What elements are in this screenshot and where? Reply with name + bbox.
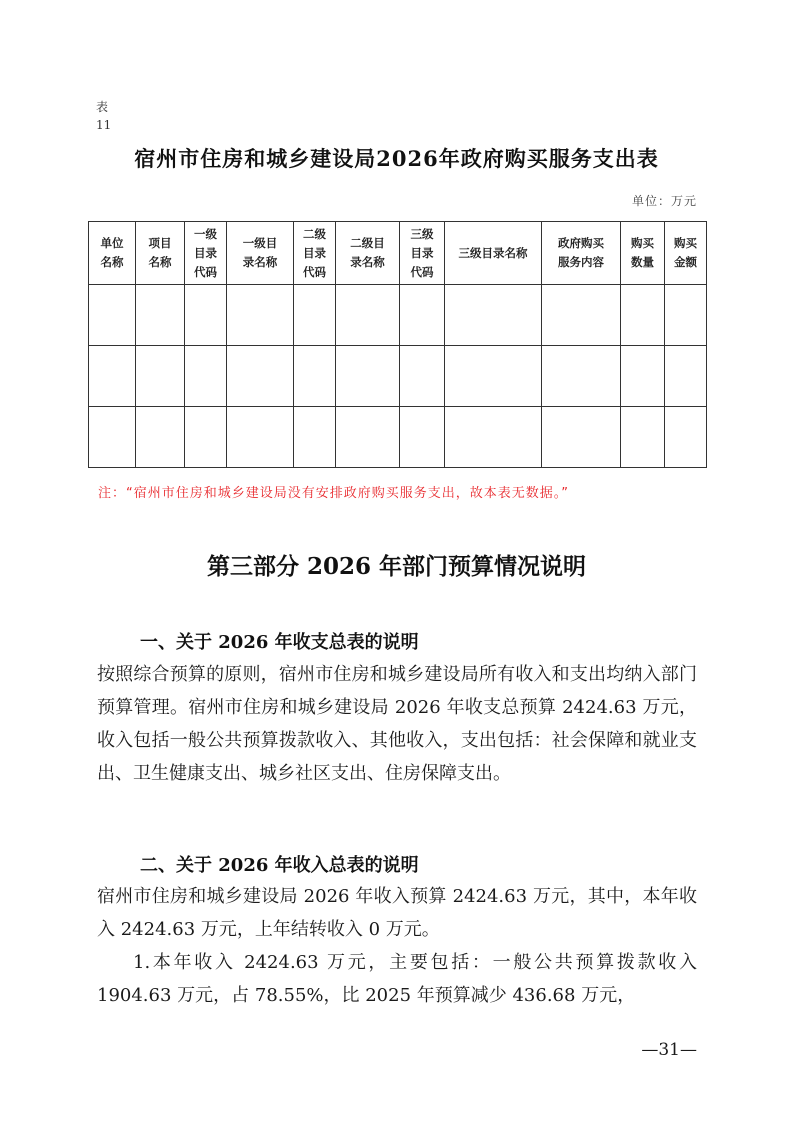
table-cell [136, 285, 185, 346]
table-cell [400, 285, 445, 346]
column-header [665, 222, 707, 285]
table-cell [89, 285, 136, 346]
table-cell [621, 346, 665, 407]
page-number-text: —31— [641, 1040, 697, 1060]
page-number [0, 1040, 793, 1060]
unit-label: 单位：万元 [631, 194, 697, 208]
table-cell [227, 346, 294, 407]
column-header-line: 购买 [674, 236, 697, 250]
column-header [136, 222, 185, 285]
part-title: 第三部分 2026 年部门预算情况说明 [206, 553, 587, 580]
table-cell [400, 346, 445, 407]
column-header [89, 222, 136, 285]
table-cell [336, 346, 400, 407]
table-cell [336, 407, 400, 468]
section-1-paragraph: 按照综合预算的原则，宿州市住房和城乡建设局所有收入和支出均纳入部门预算管理。宿州市住房和城乡建设局 2026 年收支总预算 2424.63 万元，收入包括一般公共预算拨款收入、其他收入，支出包括：社会保障和就业支出、卫生健康支出、城乡社区支出、住房保障支出。 [97, 664, 697, 784]
table-row [89, 285, 707, 346]
column-header-line: 三级目录名称 [458, 245, 528, 260]
table-cell [185, 346, 227, 407]
table-note: 注：“宿州市住房和城乡建设局没有安排政府购买服务支出，故本表无数据。” [98, 486, 569, 501]
column-header [621, 222, 665, 285]
table-cell [445, 407, 542, 468]
column-header [294, 222, 336, 285]
table-row [89, 346, 707, 407]
table-cell [621, 285, 665, 346]
column-header-line: 代码 [194, 264, 217, 279]
column-header-line: 项目 [148, 236, 172, 250]
table-cell [294, 407, 336, 468]
section-body-2 [97, 880, 697, 1012]
table-cell [227, 407, 294, 468]
table-cell [665, 346, 707, 407]
column-header-line: 名称 [148, 255, 172, 269]
column-header-line: 代码 [303, 264, 326, 279]
column-header [400, 222, 445, 285]
column-header-line: 二级目 [350, 236, 385, 250]
table-cell [542, 285, 621, 346]
column-header-line: 单位 [100, 236, 124, 250]
column-header [227, 222, 294, 285]
column-header [542, 222, 621, 285]
column-header-line: 代码 [410, 264, 434, 279]
column-header-line: 服务内容 [558, 255, 604, 269]
column-header [336, 222, 400, 285]
table-label-line1: 表 [96, 100, 109, 114]
section-2-paragraph-2: 1.本年收入 2424.63 万元，主要包括：一般公共预算拨款收入 1904.63 万元，占 78.55%，比 2025 年预算减少 436.68 万元， [97, 952, 697, 1006]
table-cell [136, 346, 185, 407]
table-cell [294, 346, 336, 407]
column-header-line: 一级 [194, 226, 217, 241]
table-cell [89, 407, 136, 468]
column-header-line: 目录 [194, 245, 217, 260]
column-header-line: 名称 [100, 255, 124, 269]
table-cell [136, 407, 185, 468]
column-header-line: 数量 [631, 255, 654, 269]
table-cell [89, 346, 136, 407]
table-cell [185, 285, 227, 346]
column-header [185, 222, 227, 285]
table-cell [227, 285, 294, 346]
table-cell [665, 407, 707, 468]
table-cell [542, 407, 621, 468]
table-cell [445, 346, 542, 407]
section-2-paragraph-1: 宿州市住房和城乡建设局 2026 年收入预算 2424.63 万元，其中，本年收入 2424.63 万元，上年结转收入 0 万元。 [97, 886, 697, 940]
table-cell [665, 285, 707, 346]
table-cell [336, 285, 400, 346]
column-header-line: 录名称 [350, 255, 385, 269]
table-row [89, 407, 707, 468]
column-header-line: 一级目 [242, 236, 278, 250]
table-label-line2: 11 [96, 118, 112, 132]
column-header-line: 金额 [674, 255, 697, 269]
table-header-row [89, 222, 707, 285]
column-header-line: 三级 [410, 226, 434, 241]
column-header-line: 目录 [410, 245, 434, 260]
column-header-line: 政府购买 [558, 236, 604, 250]
table-cell [185, 407, 227, 468]
section-heading-2: 二、关于 2026 年收入总表的说明 [140, 855, 419, 876]
table-cell [294, 285, 336, 346]
purchase-services-table [88, 221, 707, 468]
table-number-label [96, 98, 111, 134]
table-cell [400, 407, 445, 468]
column-header-line: 二级 [303, 226, 326, 241]
section-heading-1: 一、关于 2026 年收支总表的说明 [140, 632, 419, 653]
column-header-line: 购买 [631, 236, 654, 250]
column-header-line: 录名称 [242, 255, 278, 269]
table-cell [542, 346, 621, 407]
column-header [445, 222, 542, 285]
table-cell [445, 285, 542, 346]
table-title: 宿州市住房和城乡建设局2026年政府购买服务支出表 [134, 146, 659, 171]
section-body-1 [97, 658, 697, 790]
table-cell [621, 407, 665, 468]
column-header-line: 目录 [303, 245, 326, 260]
